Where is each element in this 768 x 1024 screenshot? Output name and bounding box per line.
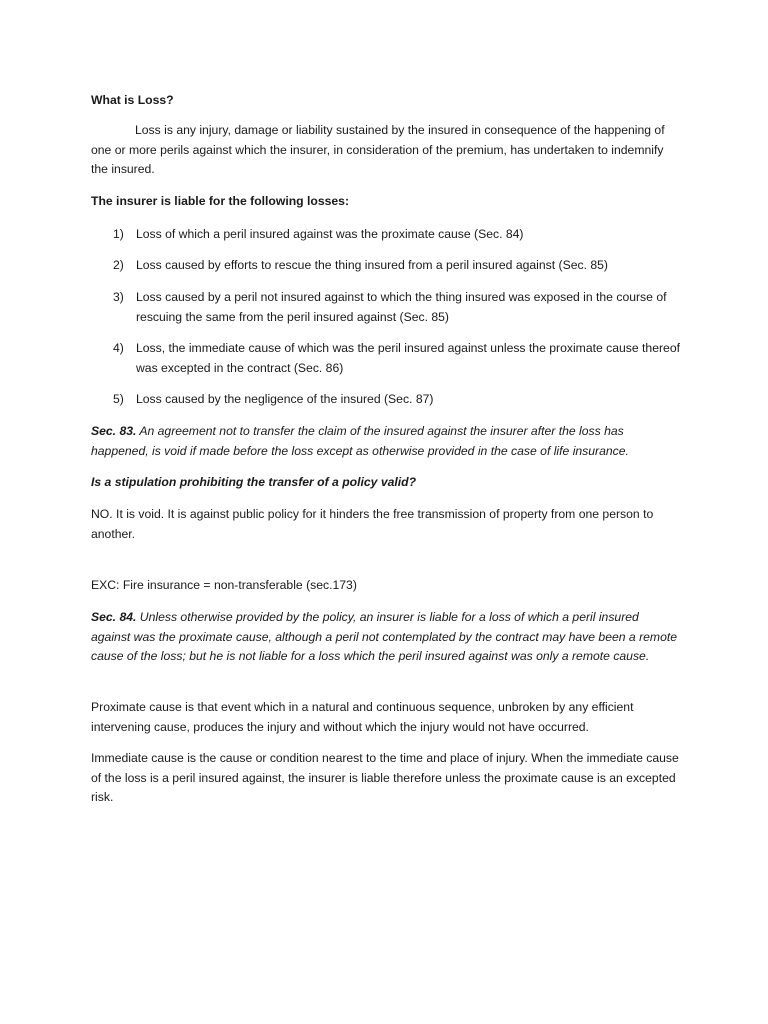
stipulation-answer: NO. It is void. It is against public policy for it hinders the free transmission of property from one person to another. [91,507,654,541]
list-item [91,390,681,410]
sec-84-paragraph [91,608,681,667]
list-item-text: Loss caused by a peril not insured against to which the thing insured was exposed in the course of rescuing the same from the peril insured against (Sec. 85) [136,290,667,324]
sec-84-text: Unless otherwise provided by the policy, an insurer is liable for a loss of which a peril insured against was the proximate cause, although a peril not contemplated by the contract may have been a remote cause of the loss; but he is not liable for a loss which the peril insured against was only a remote cause. [91,610,678,663]
proximate-cause-definition: Proximate cause is that event which in a natural and continuous sequence, unbroken by any efficient intervening cause, produces the injury and without which the injury would not have occurred. [91,700,634,734]
sec-83-paragraph [91,422,681,461]
list-item [91,256,681,276]
sec-84-label: Sec. 84. [91,610,137,624]
list-item-number: 4) [113,341,124,355]
immediate-cause-definition: Immediate cause is the cause or condition nearest to the time and place of injury. When the immediate cause of the loss is a peril insured against, the insurer is liable therefore unless the proximate cause is an excepted risk. [91,751,679,804]
sec-83-text: An agreement not to transfer the claim of the insured against the insurer after the loss has happened, is void if made before the loss except as otherwise provided in the case of life insurance. [91,424,629,458]
liable-losses-heading: The insurer is liable for the following losses: [91,194,350,208]
heading-what-is-loss: What is Loss? [91,93,174,107]
list-item-number: 3) [113,290,124,304]
list-item-text: Loss of which a peril insured against was the proximate cause (Sec. 84) [136,227,524,241]
list-item-text: Loss caused by efforts to rescue the thing insured from a peril insured against (Sec. 85) [136,258,608,272]
sec-83-label: Sec. 83. [91,424,137,438]
fire-insurance-exception: EXC: Fire insurance = non-transferable (sec.173) [91,578,357,592]
list-item-number: 5) [113,392,124,406]
list-item-text: Loss, the immediate cause of which was the peril insured against unless the proximate cause thereof was excepted in the contract (Sec. 86) [136,341,680,375]
list-item-number: 2) [113,258,124,272]
stipulation-question: Is a stipulation prohibiting the transfer of a policy valid? [91,475,417,489]
list-item [91,288,681,327]
loss-definition: Loss is any injury, damage or liability sustained by the insured in consequence of the happening of one or more perils against which the insurer, in consideration of the premium, has undertaken to indemnify the insured. [91,123,665,176]
list-item [91,339,681,378]
list-item-text: Loss caused by the negligence of the insured (Sec. 87) [136,392,434,406]
list-item-number: 1) [113,227,124,241]
list-item [91,225,681,245]
